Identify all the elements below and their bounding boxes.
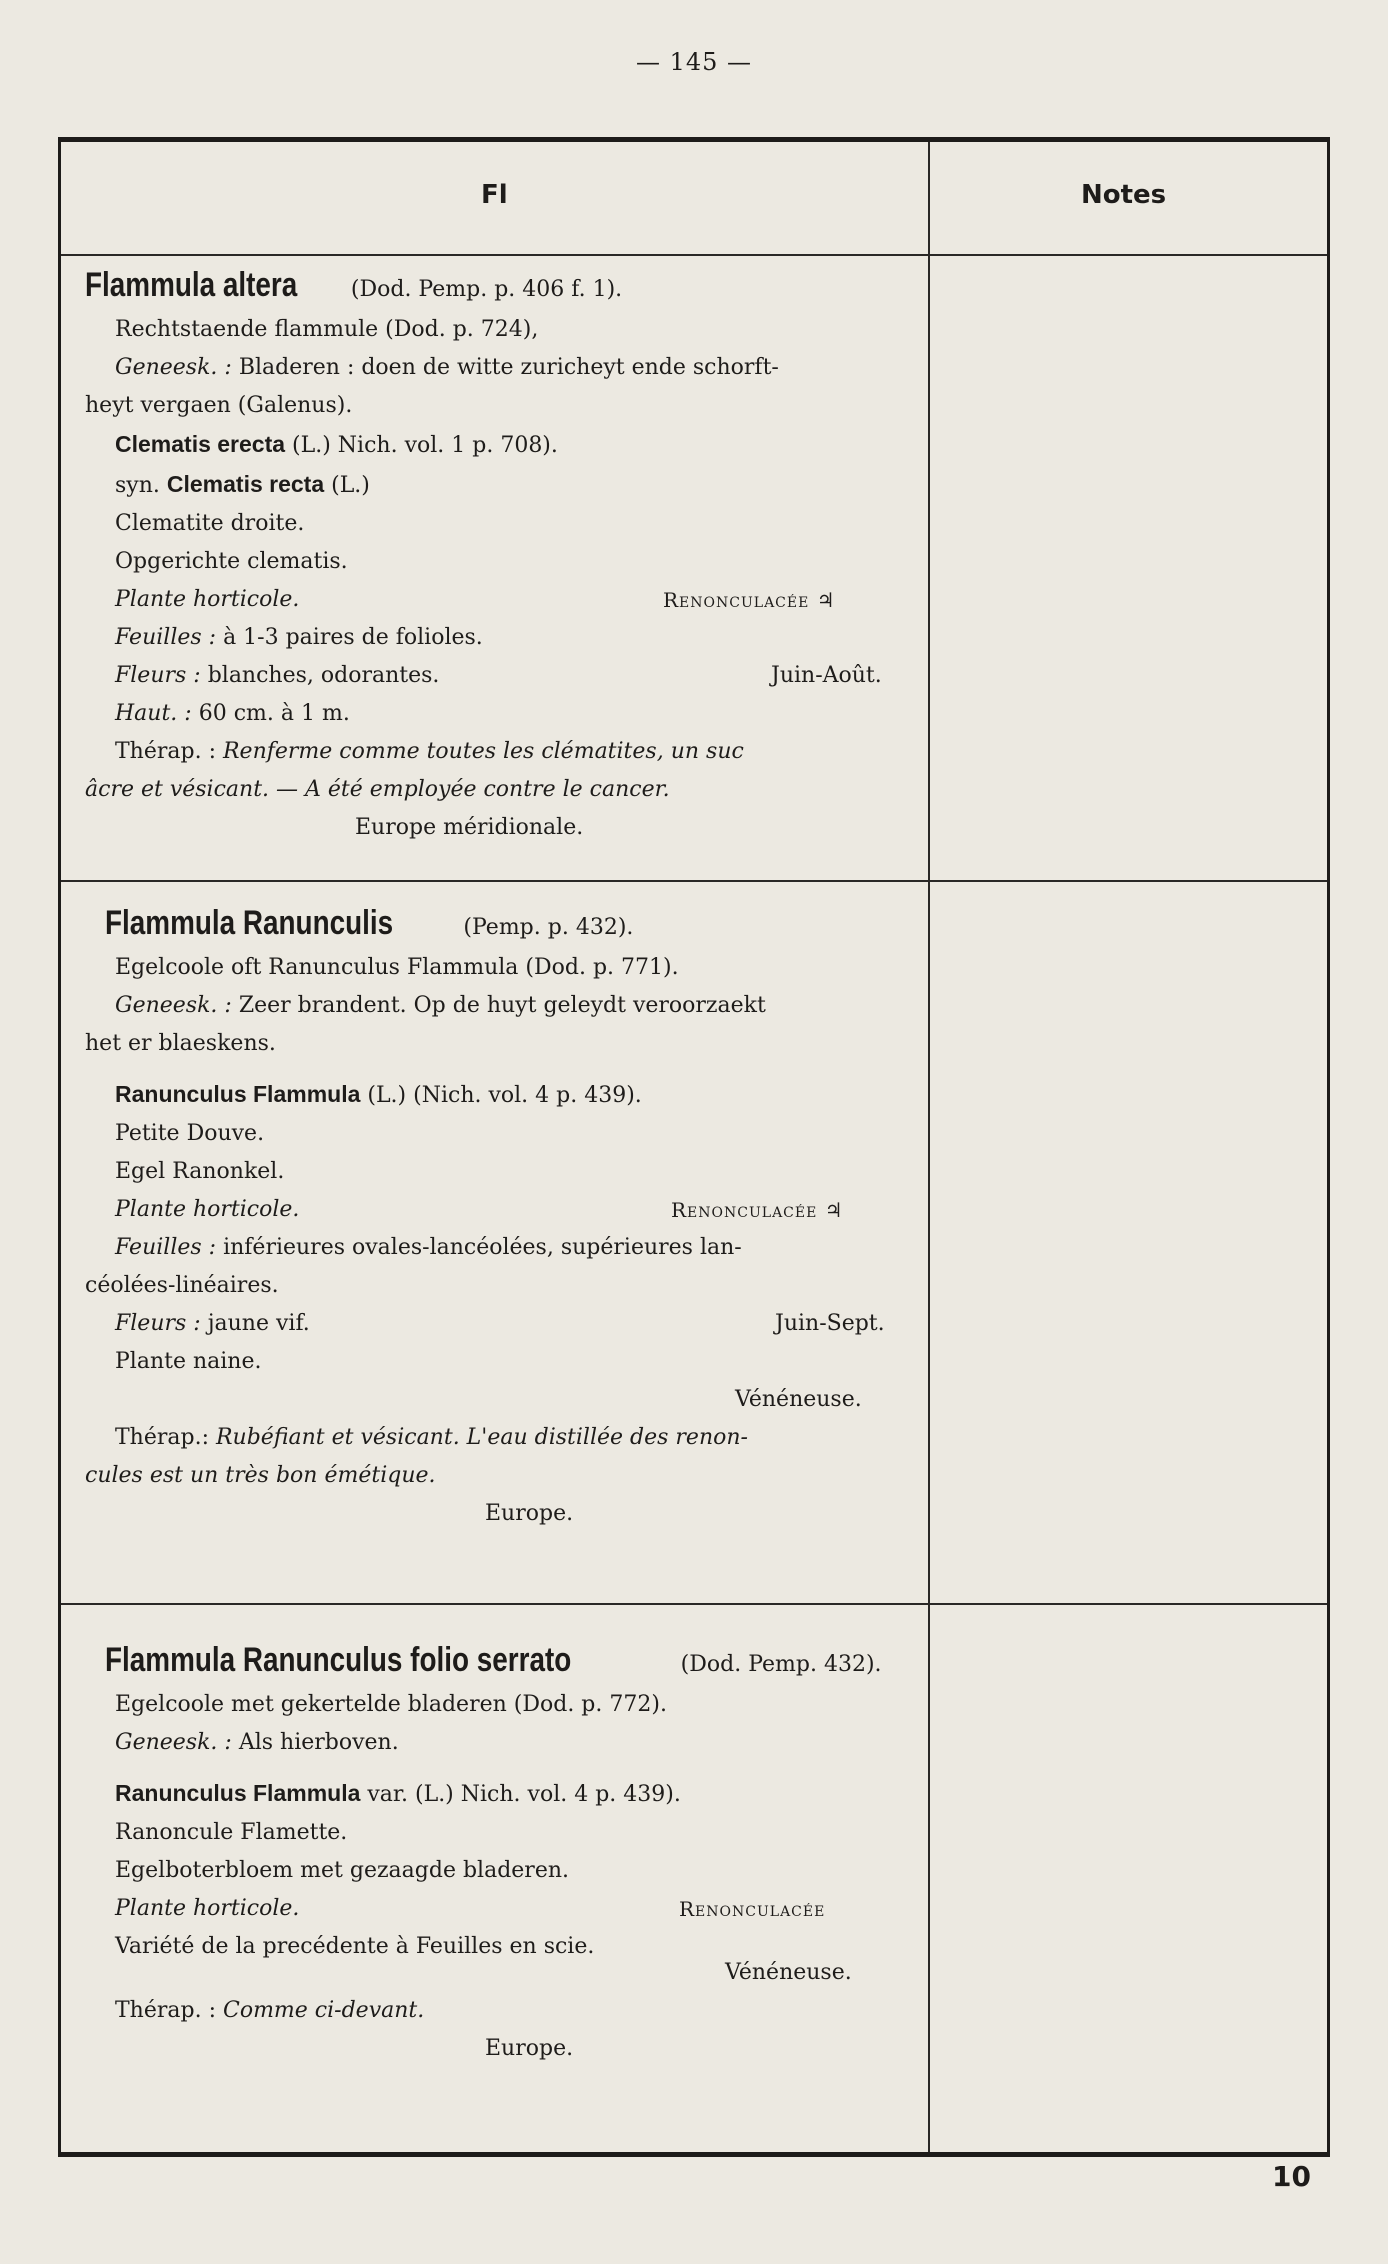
entry-title: Flammula Ranunculus folio serrato	[105, 1641, 572, 1679]
entry-line: Egelboterbloem met gezaagde bladeren.	[115, 1858, 569, 1883]
page-number: — 145 —	[635, 48, 753, 76]
entry-line: Ranoncule Flamette.	[115, 1820, 348, 1845]
entry-line: Egel Ranonkel.	[115, 1159, 285, 1184]
toxicity-label: Vénéneuse.	[725, 1960, 852, 1985]
family-label: Renonculacée ♃	[663, 588, 836, 612]
entry-divider	[61, 1603, 1327, 1605]
entry-title-ref: (Dod. Pemp. p. 406 f. 1).	[350, 277, 623, 302]
entry-line: Plante horticole. Renonculacée	[85, 1890, 905, 1928]
entry-line: cules est un très bon émétique.	[85, 1463, 436, 1488]
entry-line: Ranunculus Flammula var. (L.) Nich. vol. 4 p. 439).	[115, 1780, 681, 1807]
entry-line: heyt vergaen (Galenus).	[85, 393, 353, 418]
entry-line: Plante horticole. Renonculacée ♃	[85, 1191, 905, 1229]
entry-line: Variété de la precédente à Feuilles en scie.	[115, 1934, 595, 1959]
entry-title-ref: (Dod. Pemp. 432).	[680, 1652, 882, 1677]
entry-line: Geneesk. : Zeer brandent. Op de huyt geleydt veroorzaekt	[115, 993, 766, 1018]
entry-line: Plante naine.	[115, 1349, 262, 1374]
entry-line: Opgerichte clematis.	[115, 549, 348, 574]
entry-line: Ranunculus Flammula (L.) (Nich. vol. 4 p. 439).	[115, 1081, 642, 1108]
entry-line: Clematis erecta (L.) Nich. vol. 1 p. 708).	[115, 431, 558, 458]
entry-line: Plante horticole. Renonculacée ♃	[85, 581, 905, 619]
entry-line: Clematite droite.	[115, 511, 305, 536]
entry-line: Fleurs : jaune vif. Juin-Sept.	[85, 1305, 905, 1343]
entry-title-ref: (Pemp. p. 432).	[463, 915, 634, 940]
entry-line: Geneesk. : Bladeren : doen de witte zuricheyt ende schorft-	[115, 355, 779, 380]
entry-line: syn. Clematis recta (L.)	[115, 471, 370, 498]
entry-line: Egelcoole oft Ranunculus Flammula (Dod. p. 771).	[115, 955, 679, 980]
column-header-notes: Notes	[1081, 180, 1167, 210]
column-header-fl: Fl	[481, 180, 508, 210]
entry-flammula-ranunculis	[85, 897, 905, 1533]
entry-title: Flammula Ranunculis	[105, 904, 394, 942]
entry-flammula-ranunculus-folio-serrato	[85, 1634, 905, 2068]
entry-line: Petite Douve.	[115, 1121, 265, 1146]
family-label: Renonculacée	[679, 1897, 826, 1921]
flowering-period: Juin-Août.	[771, 663, 882, 688]
entry-line: Thérap. : Comme ci-devant.	[115, 1998, 425, 2023]
header-rule	[61, 254, 1327, 256]
entry-line: Feuilles : à 1-3 paires de folioles.	[115, 625, 483, 650]
entry-region: Europe.	[485, 1501, 574, 1526]
entry-divider	[61, 880, 1327, 882]
entry-line: Thérap.: Rubéfiant et vésicant. L'eau distillée des renon-	[115, 1425, 748, 1450]
entry-line: het er blaeskens.	[85, 1031, 276, 1056]
toxicity-label: Vénéneuse.	[735, 1387, 862, 1412]
entry-line: Fleurs : blanches, odorantes. Juin-Août.	[85, 657, 905, 695]
entry-flammula-altera	[85, 259, 905, 847]
entry-region: Europe.	[485, 2036, 574, 2061]
entry-line: Feuilles : inférieures ovales-lancéolées, supérieures lan-	[115, 1235, 742, 1260]
entry-line: Thérap. : Renferme comme toutes les clématites, un suc	[115, 739, 744, 764]
flowering-period: Juin-Sept.	[775, 1311, 885, 1336]
column-divider	[928, 142, 930, 2152]
entry-line: Geneesk. : Als hierboven.	[115, 1730, 399, 1755]
family-label: Renonculacée ♃	[671, 1198, 844, 1222]
entry-line: âcre et vésicant. — A été employée contre le cancer.	[85, 777, 670, 802]
entry-line: Haut. : 60 cm. à 1 m.	[115, 701, 350, 726]
entry-line: Egelcoole met gekertelde bladeren (Dod. p. 772).	[115, 1692, 667, 1717]
herbal-table	[58, 137, 1330, 2157]
entry-line: céolées-linéaires.	[85, 1273, 279, 1298]
entry-line: Rechtstaende flammule (Dod. p. 724),	[115, 317, 539, 342]
entry-region: Europe méridionale.	[355, 815, 584, 840]
footer-number: 10	[1272, 2160, 1311, 2193]
entry-title: Flammula altera	[85, 266, 298, 304]
